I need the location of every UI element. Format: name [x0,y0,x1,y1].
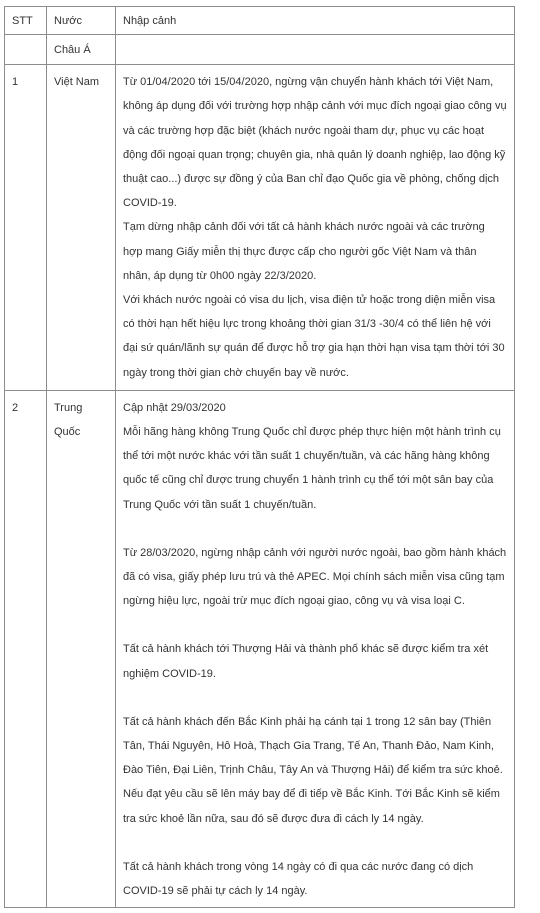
row-entry-info [116,65,515,391]
row-country: Trung Quốc [47,390,116,907]
entry-paragraph: Tất cả hành khách tới Thượng Hải và thành phố khác sẽ được kiểm tra xét nghiệm COVID-19. [123,643,489,680]
entry-paragraph: Tất cả hành khách trong vòng 14 ngày có đi qua các nước đang có dịch COVID-19 sẽ phải tự cách ly 14 ngày. [123,860,474,898]
header-stt: STT [5,7,47,35]
paragraph-spacer [123,686,507,710]
header-entry: Nhập cảnh [116,7,515,35]
row-entry-info [116,390,515,907]
entry-restrictions-table [4,6,515,908]
region-stt-cell [5,35,47,65]
row-country: Việt Nam [47,65,116,391]
paragraph-spacer [123,613,507,637]
entry-paragraph: Tạm dừng nhập cảnh đối với tất cả hành khách nước ngoài và các trường hợp mang Giấy miễn thị thực được cấp cho người gốc Việt Nam và thân nhân, áp dụng từ 0h00 ngày 22/3/2020. [123,221,485,282]
entry-paragraph: Mỗi hãng hàng không Trung Quốc chỉ được phép thực hiện một hành trình cụ thể tới một nước khác với tần suất 1 chuyến/tuần, và các hãng hàng không quốc tế cũng chỉ được trung chuyển 1 hành trình cụ thể tới một sân bay của Trung Quốc với tần suất 1 chuyến/tuần. [123,426,501,511]
region-label: Châu Á [47,35,116,65]
region-entry-cell [116,35,515,65]
header-row [5,7,515,35]
row-stt: 1 [5,65,47,391]
entry-paragraph: Tất cả hành khách đến Bắc Kinh phải hạ cánh tại 1 trong 12 sân bay (Thiên Tân, Thái Nguyên, Hô Hoà, Thạch Gia Trang, Tế An, Thanh Đảo, Nam Kinh, Đào Tiên, Đại Liên, Trịnh Châu, Tây An và Thượng Hải) để kiểm tra sức khoẻ. Nếu đạt yêu cầu sẽ lên máy bay để đi tiếp về Bắc Kinh. Tới Bắc Kinh sẽ kiểm tra sức khoẻ lần nữa, sau đó sẽ được đưa đi cách ly 14 ngày. [123,715,503,825]
paragraph-spacer [123,831,507,855]
entry-paragraph: Với khách nước ngoài có visa du lịch, visa điện tử hoặc trong diện miễn visa có thời hạn hết hiệu lực trong khoảng thời gian 31/3 -30/4 có thể liên hệ với đại sứ quán/lãnh sự quán để được hỗ trợ gia hạn thời hạn visa tạm thời tới 30 ngày trong thời gian chờ chuyến bay về nước. [123,294,505,379]
entry-paragraph: Từ 28/03/2020, ngừng nhập cảnh với người nước ngoài, bao gồm hành khách đã có visa, giấy phép lưu trú và thẻ APEC. Mọi chính sách miễn visa cũng tạm ngừng hiệu lực, ngoài trừ mục đích ngoại giao, công vụ và visa loại C. [123,546,507,608]
entry-paragraph: Từ 01/04/2020 tới 15/04/2020, ngừng vận chuyển hành khách tới Việt Nam, không áp dụng đối với trường hợp nhập cảnh với mục đích ngoại giao công vụ và các trường hợp đặc biệt (khách nước ngoài tham dự, phục vụ các hoạt động đối ngoại quan trọng; chuyên gia, nhà quản lý doanh nghiệp, lao động kỹ thuật cao...) được sự đồng ý của Ban chỉ đạo Quốc gia về phòng, chống dịch COVID-19. [123,76,507,210]
header-country: Nước [47,7,116,35]
region-row [5,35,515,65]
paragraph-spacer [123,517,507,541]
entry-update-date: Cập nhật 29/03/2020 [123,401,226,414]
row-stt: 2 [5,390,47,907]
table-row [5,65,515,391]
table-row [5,390,515,907]
